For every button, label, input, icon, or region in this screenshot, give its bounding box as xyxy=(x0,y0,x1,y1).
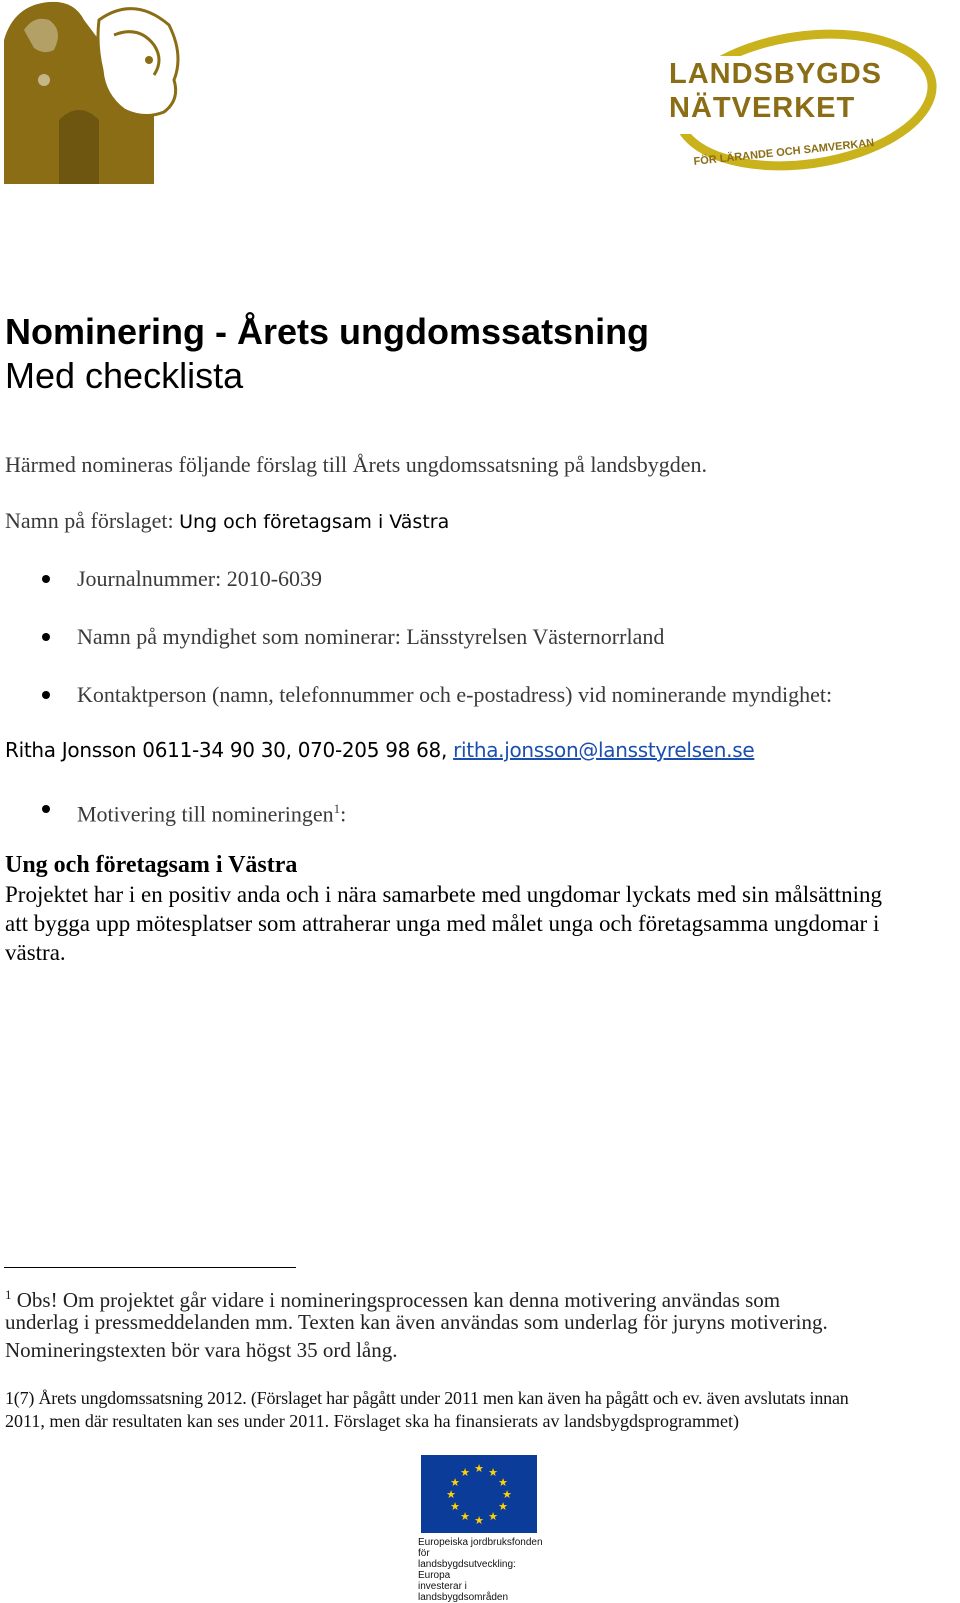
page-footer-line: 2011, men där resultaten kan ses under 2011. Förslaget ska ha finansierats av landsbygdsprogrammet) xyxy=(5,1411,739,1431)
motivation-line: västra. xyxy=(5,940,66,965)
proposal-name-value: Ung och företagsam i Västra xyxy=(179,511,450,533)
svg-text:★: ★ xyxy=(446,1488,456,1501)
bullet-icon xyxy=(42,691,50,699)
page-footer-line: 1(7) Årets ungdomssatsning 2012. (Förslaget har pågått under 2011 men kan även ha pågått och ev. även avslutats innan xyxy=(5,1388,849,1408)
footnote-divider xyxy=(4,1267,296,1268)
svg-text:★: ★ xyxy=(502,1488,512,1501)
nominating-authority: Namn på myndighet som nominerar: Länsstyrelsen Västernorrland xyxy=(77,624,665,649)
svg-text:★: ★ xyxy=(460,1510,470,1523)
svg-text:★: ★ xyxy=(450,1476,460,1489)
motivation-line: att bygga upp mötesplatser som attraherar unga med målet unga och företagsamma ungdomar i xyxy=(5,911,880,936)
eu-caption-line: investerar i landsbygdsområden xyxy=(418,1581,509,1603)
page-title: Nominering - Årets ungdomssatsning xyxy=(5,311,650,352)
eu-caption-line: landsbygdsutveckling: Europa xyxy=(418,1559,516,1581)
bullet-icon xyxy=(42,805,50,813)
intro-text: Härmed nomineras följande förslag till Årets ungdomssatsning på landsbygden. xyxy=(5,452,708,477)
svg-text:★: ★ xyxy=(460,1466,470,1479)
contact-person-label: Kontaktperson (namn, telefonnummer och e-postadress) vid nominerande myndighet: xyxy=(77,682,833,707)
motivation-label: Motivering till nomineringen xyxy=(77,801,334,827)
proposal-name-label: Namn på förslaget: xyxy=(5,508,180,533)
footnote-line: Nomineringstexten bör vara högst 35 ord lång. xyxy=(5,1338,398,1362)
ram-emblem-logo xyxy=(4,0,182,184)
email-link[interactable]: ritha.jonsson@lansstyrelsen.se xyxy=(453,738,755,762)
contact-details: Ritha Jonsson 0611-34 90 30, 070-205 98 68, xyxy=(5,738,454,762)
svg-text:★: ★ xyxy=(498,1476,508,1489)
svg-text:★: ★ xyxy=(474,1462,484,1475)
footnote-line: underlag i pressmeddelanden mm. Texten kan även användas som underlag för juryns motivering. xyxy=(5,1310,828,1334)
svg-text:★: ★ xyxy=(450,1500,460,1513)
landsbygdsnatverket-logo xyxy=(665,16,945,188)
svg-text:★: ★ xyxy=(488,1510,498,1523)
bullet-icon xyxy=(42,575,50,583)
footnote-ref[interactable]: 1 xyxy=(333,801,341,816)
motivation-label-row xyxy=(77,795,346,828)
bullet-icon xyxy=(42,633,50,641)
logo-line1: LANDSBYGDS xyxy=(669,58,883,90)
eu-caption xyxy=(418,1537,548,1603)
svg-text:★: ★ xyxy=(488,1466,498,1479)
eu-flag-icon xyxy=(421,1455,537,1533)
logo-line2: NÄTVERKET xyxy=(669,92,856,124)
eu-caption-line: Europeiska jordbruksfonden för xyxy=(418,1537,543,1559)
svg-text:★: ★ xyxy=(474,1514,484,1527)
proposal-name-row xyxy=(5,507,449,535)
motivation-title: Ung och företagsam i Västra xyxy=(5,852,298,878)
logo-tagline: FÖR LÄRANDE OCH SAMVERKAN xyxy=(693,137,875,168)
motivation-line: Projektet har i en positiv anda och i nära samarbete med ungdomar lyckats med sin målsättning xyxy=(5,882,882,907)
page-subtitle: Med checklista xyxy=(5,355,244,396)
footnote-marker: 1 xyxy=(5,1287,12,1302)
footnote-text: Obs! Om projektet går vidare i nomineringsprocessen kan denna motivering användas som xyxy=(11,1288,781,1312)
motivation-colon: : xyxy=(340,801,347,827)
contact-line xyxy=(5,738,754,762)
svg-text:★: ★ xyxy=(498,1500,508,1513)
journal-number: Journalnummer: 2010-6039 xyxy=(77,566,323,591)
